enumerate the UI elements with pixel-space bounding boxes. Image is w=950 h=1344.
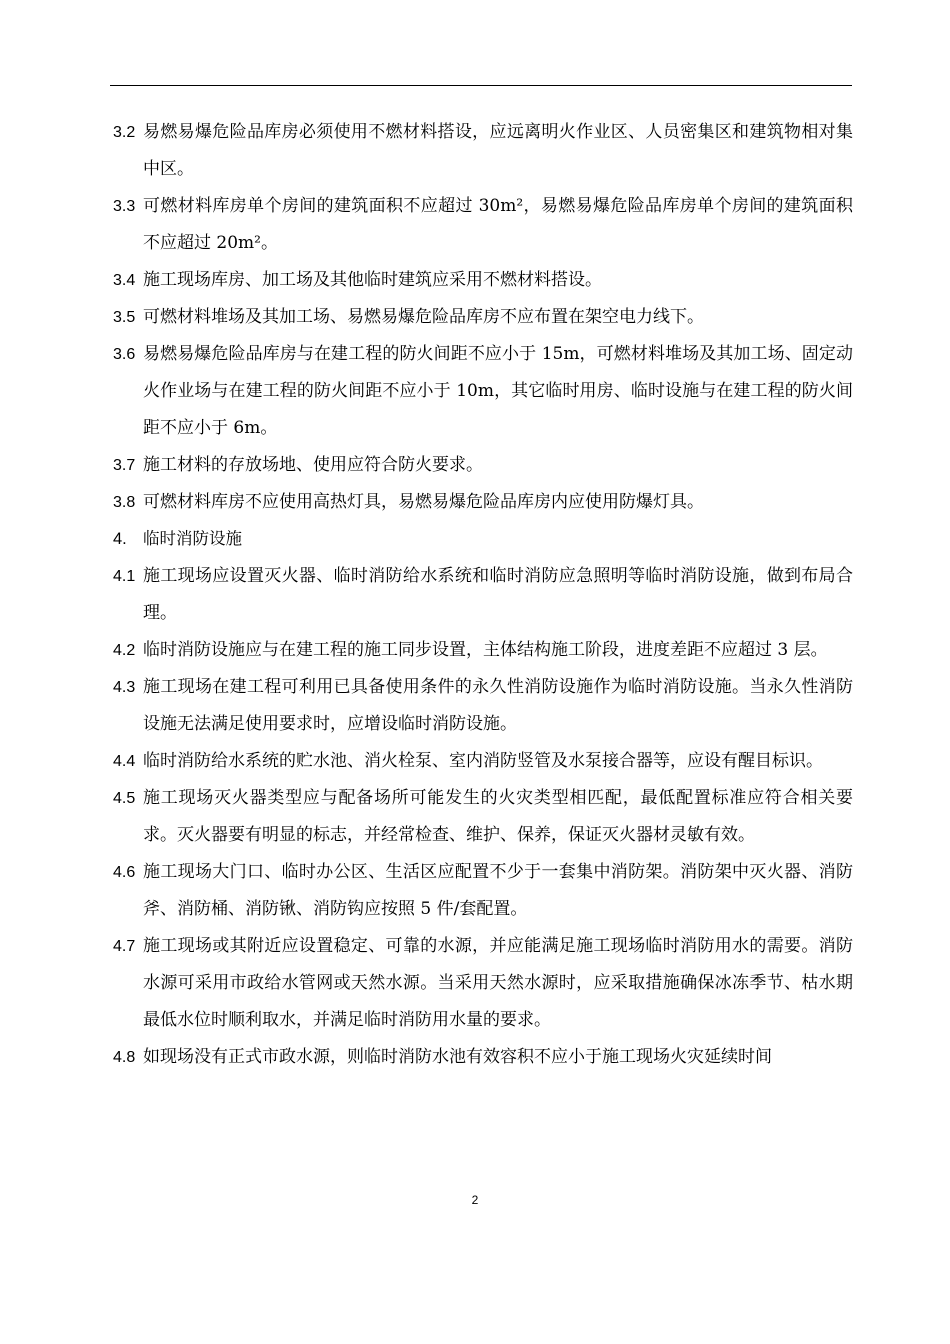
clause-4-3 — [113, 669, 853, 743]
clause-3-3 — [113, 188, 853, 262]
clause-3-2 — [113, 114, 853, 188]
clause-4-8 — [113, 1039, 853, 1076]
clause-text: 临时消防设施应与在建工程的施工同步设置，主体结构施工阶段，进度差距不应超过 3 层。 — [143, 640, 828, 660]
clause-4-6 — [113, 854, 853, 928]
clause-number: 3.5 — [113, 309, 136, 326]
clause-text: 施工现场或其附近应设置稳定、可靠的水源，并应能满足施工现场临时消防用水的需要。消防水源可采用市政给水管网或天然水源。当采用天然水源时，应采取措施确保冰冻季节、枯水期最低水位时顺利取水，并满足临时消防用水量的要求。 — [143, 936, 853, 1030]
clause-text: 可燃材料库房单个房间的建筑面积不应超过 30m²，易燃易爆危险品库房单个房间的建筑面积不应超过 20m²。 — [143, 196, 853, 253]
clause-number: 4.2 — [113, 642, 136, 659]
clause-text: 施工现场应设置灭火器、临时消防给水系统和临时消防应急照明等临时消防设施，做到布局合理。 — [143, 566, 853, 623]
clause-3-7 — [113, 447, 853, 484]
clause-4-1 — [113, 558, 853, 632]
clause-4-2 — [113, 632, 853, 669]
clause-4-5 — [113, 780, 853, 854]
clause-3-8 — [113, 484, 853, 521]
clause-number: 4.4 — [113, 753, 136, 770]
clause-4-7 — [113, 928, 853, 1039]
clause-text: 施工现场库房、加工场及其他临时建筑应采用不燃材料搭设。 — [143, 270, 602, 290]
clause-number: 3.6 — [113, 346, 136, 363]
clause-4-4 — [113, 743, 853, 780]
header-rule — [110, 85, 852, 86]
clause-3-5 — [113, 299, 853, 336]
clause-number: 3.2 — [113, 124, 136, 141]
section-heading — [113, 521, 853, 558]
clause-number: 4.5 — [113, 790, 136, 807]
clause-text: 施工现场灭火器类型应与配备场所可能发生的火灾类型相匹配，最低配置标准应符合相关要求。灭火器要有明显的标志，并经常检查、维护、保养，保证灭火器材灵敏有效。 — [143, 788, 853, 845]
document-body — [113, 114, 853, 1076]
clause-number: 4.3 — [113, 679, 136, 696]
clause-text: 可燃材料库房不应使用高热灯具，易燃易爆危险品库房内应使用防爆灯具。 — [143, 492, 704, 512]
clause-text: 可燃材料堆场及其加工场、易燃易爆危险品库房不应布置在架空电力线下。 — [143, 307, 704, 327]
clause-number: 4.7 — [113, 938, 136, 955]
clause-text: 施工现场大门口、临时办公区、生活区应配置不少于一套集中消防架。消防架中灭火器、消防斧、消防桶、消防锹、消防钩应按照 5 件/套配置。 — [143, 862, 853, 919]
clause-number: 3.8 — [113, 494, 136, 511]
clause-number: 3.7 — [113, 457, 136, 474]
clause-number: 4.6 — [113, 864, 136, 881]
clause-text: 施工现场在建工程可利用已具备使用条件的永久性消防设施作为临时消防设施。当永久性消防设施无法满足使用要求时，应增设临时消防设施。 — [143, 677, 853, 734]
page-number: 2 — [471, 1193, 479, 1207]
section-3-items — [113, 114, 853, 521]
clause-text: 临时消防给水系统的贮水池、消火栓泵、室内消防竖管及水泵接合器等，应设有醒目标识。 — [143, 751, 823, 771]
section-title: 临时消防设施 — [143, 530, 242, 548]
section-4-items — [113, 558, 853, 1076]
clause-text: 易燃易爆危险品库房与在建工程的防火间距不应小于 15m，可燃材料堆场及其加工场、固定动火作业场与在建工程的防火间距不应小于 10m，其它临时用房、临时设施与在建工程的防火间距不应小于 6m。 — [143, 344, 853, 438]
clause-3-4 — [113, 262, 853, 299]
clause-text: 施工材料的存放场地、使用应符合防火要求。 — [143, 455, 483, 475]
clause-number: 3.4 — [113, 272, 136, 289]
clause-number: 4.1 — [113, 568, 136, 585]
section-number: 4. — [113, 530, 127, 548]
clause-number: 3.3 — [113, 198, 136, 215]
clause-number: 4.8 — [113, 1049, 136, 1066]
clause-text: 易燃易爆危险品库房必须使用不燃材料搭设，应远离明火作业区、人员密集区和建筑物相对集中区。 — [143, 122, 853, 179]
clause-text: 如现场没有正式市政水源，则临时消防水池有效容积不应小于施工现场火灾延续时间 — [143, 1047, 772, 1067]
clause-3-6 — [113, 336, 853, 447]
